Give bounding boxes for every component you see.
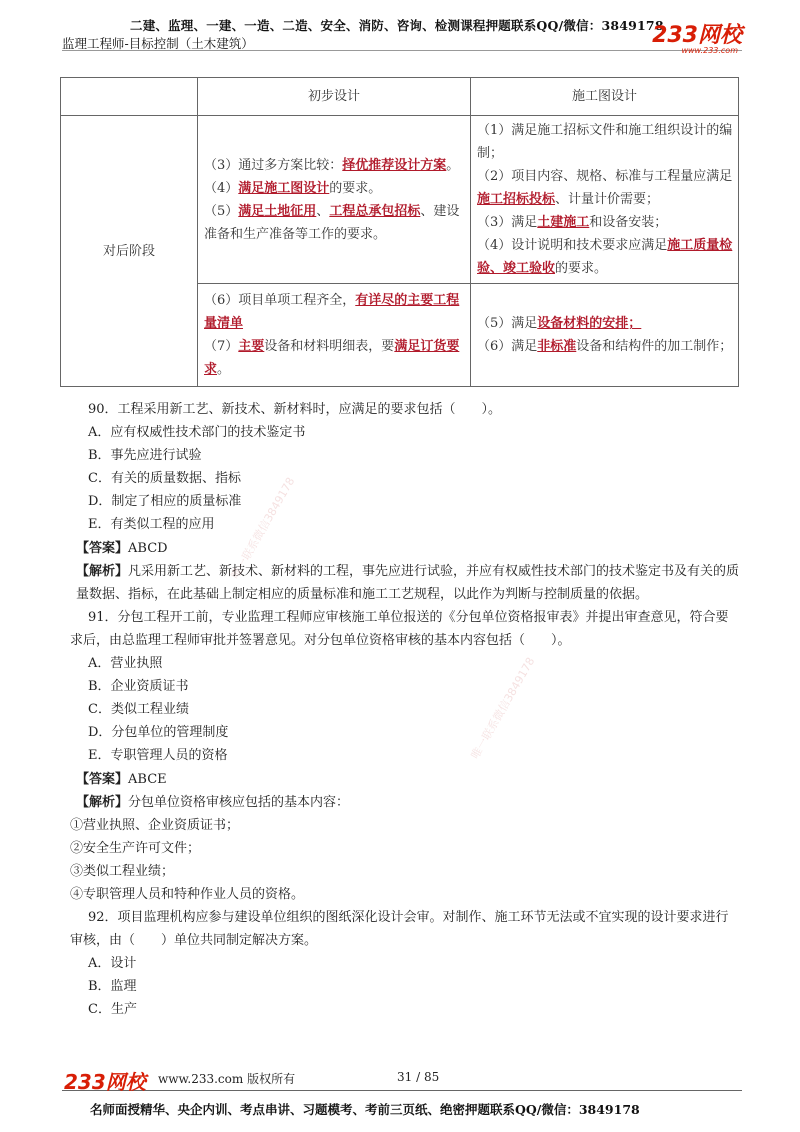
analysis-label: 【解析】 [76,563,129,579]
page-footer [62,1066,742,1094]
cell-line [477,119,734,165]
q90-answer [70,537,740,560]
q91-option: A．营业执照 [88,656,163,672]
cell-text: 、建设准备和生产准备等工作的要求。 [204,203,460,242]
answer-value: ABCE [128,771,167,787]
cell-text: 、计量计价需要； [555,192,660,207]
cell-text: 设备和材料明细表，要 [264,339,395,354]
q91-option: B．企业资质证书 [88,679,189,695]
cell-line [204,200,466,246]
highlighted-term: 主要 [238,339,265,354]
answer-value: ABCD [128,540,168,556]
row1-construction-cell [471,116,739,284]
row2-prelim-cell [198,284,471,387]
cell-text: （1）满足施工招标文件和施工组织设计的编制； [477,123,733,161]
page-number: 31 / 85 [397,1070,440,1084]
footer-logo: 233网校 [64,1070,146,1094]
highlighted-term: 满足订货要求 [204,339,460,377]
q91-option: C．类似工程业绩 [88,702,189,718]
q92-stem: 92．项目监理机构应参与建设单位组织的图纸深化设计会审。对制作、施工环节无法或不宜实现的设计要求进行审核，由（ ）单位共同制定解决方案。 [70,910,729,949]
q91-options [70,652,740,767]
analysis-text: 分包单位资格审核应包括的基本内容： [128,794,350,810]
cell-text: （6）满足 [477,339,538,354]
cell-text: （6）项目单项工程齐全， [204,293,356,308]
highlighted-term: 施工招标投标 [477,192,556,207]
cell-text: 、 [316,203,330,219]
cell-text: 。 [217,362,231,377]
watermark: 唯一联系微信3849178 [468,655,538,762]
highlighted-term: 施工质量检验、竣工验收 [477,238,733,276]
cell-text: （3）通过多方案比较： [204,157,343,173]
cell-text: 。 [446,157,460,173]
cell-line [204,154,466,177]
header-promo: 二建、监理、一建、一造、二造、安全、消防、咨询、检测课程押题联系QQ/微信：3849178 [130,18,664,33]
analysis-label: 【解析】 [76,794,129,810]
analysis-text: 凡采用新工艺、新技术、新材料的工程，事先应进行试验，并应有权威性技术部门的技术鉴定书及有关的质量数据、指标，在此基础上制定相应的质量标准和施工工艺规程，以此作为判断与控制质量的依据。 [76,563,740,602]
table-row [61,116,739,284]
highlighted-term: 有详尽的主要工程量清单 [204,293,460,331]
brand-logo-url: www.233.com [681,46,738,55]
q92-option: B．监理 [88,979,137,995]
col-header-construction: 施工图设计 [471,78,739,116]
brand-logo: 233网校 [652,23,742,48]
q91-option: D．分包单位的管理制度 [88,725,229,741]
cell-text: （2）项目内容、规格、标准与工程量应满足 [477,169,733,184]
q90-option: B．事先应进行试验 [88,448,202,464]
cell-text: （7） [204,339,239,354]
q91-point: ③类似工程业绩； [70,863,175,879]
q91-answer [70,768,740,791]
cell-text: 的要求。 [555,261,608,276]
q92-option: C．生产 [88,1002,137,1018]
cell-text: （5）满足 [477,316,538,331]
q90-option: C．有关的质量数据、指标 [88,471,241,487]
cell-line [477,335,734,358]
cell-line [204,177,466,200]
cell-line [477,312,734,335]
col-header-prelim: 初步设计 [198,78,471,116]
cell-line [204,335,466,381]
design-comparison-table [60,77,739,387]
highlighted-term: 工程总承包招标 [329,203,421,219]
cell-line [204,289,466,335]
q90-option: D．制定了相应的质量标准 [88,494,242,510]
row2-construction-cell [471,284,739,387]
cell-text: （5） [204,203,239,219]
highlighted-term: 非标准 [537,339,577,354]
q91-point: ②安全生产许可文件； [70,840,201,856]
table-header-row [61,78,739,116]
answer-label: 【答案】 [76,540,129,556]
footer-copyright: www.233.com 版权所有 [158,1072,296,1086]
cell-text: 的要求。 [329,180,382,196]
cell-text: 设备和结构件的加工制作； [576,339,733,354]
watermark: 唯一联系微信3849178 [228,475,298,582]
table-corner-cell [61,78,198,116]
q90-options [70,421,740,536]
cell-text: 和设备安装； [589,215,668,230]
highlighted-term: 择优推荐设计方案 [342,157,447,173]
q92-option: A．设计 [88,956,137,972]
cell-line [477,234,734,280]
q91-point: ①营业执照、企业资质证书； [70,817,240,833]
footer-promo: 名师面授精华、央企内训、考点串讲、习题模考、考前三页纸、绝密押题联系QQ/微信：3849178 [90,1102,640,1117]
highlighted-term: 满足施工图设计 [238,180,330,196]
q90-option: E．有类似工程的应用 [88,517,215,533]
answer-label: 【答案】 [76,771,129,787]
question-content [70,398,740,1022]
cell-text: （4） [204,180,239,196]
q90-stem: 90．工程采用新工艺、新技术、新材料时，应满足的要求包括（ ）。 [88,402,502,417]
q91-analysis [70,791,740,814]
page-header [62,16,742,55]
header-subtitle: 监理工程师-目标控制（土木建筑） [62,36,254,51]
q90-option: A．应有权威性技术部门的技术鉴定书 [88,425,306,441]
q91-point: ④专职管理人员和特种作业人员的资格。 [70,886,305,902]
highlighted-term: 满足土地征用 [238,203,317,219]
q92-options [70,952,740,1021]
highlighted-term: 设备材料的安排； [537,316,642,331]
q90-analysis [70,560,740,606]
cell-text: （4）设计说明和技术要求应满足 [477,238,668,253]
highlighted-term: 土建施工 [537,215,590,230]
q91-stem: 91．分包工程开工前，专业监理工程师应审核施工单位报送的《分包单位资格报审表》并提出审查意见，符合要求后，由总监理工程师审批并签署意见。对分包单位资格审核的基本内容包括（ ）。 [70,609,729,648]
stage-cell: 对后阶段 [61,116,198,387]
q91-option: E．专职管理人员的资格 [88,748,228,764]
cell-text: （3）满足 [477,215,538,230]
row1-prelim-cell [198,116,471,284]
cell-line [477,211,734,234]
cell-line [477,165,734,211]
